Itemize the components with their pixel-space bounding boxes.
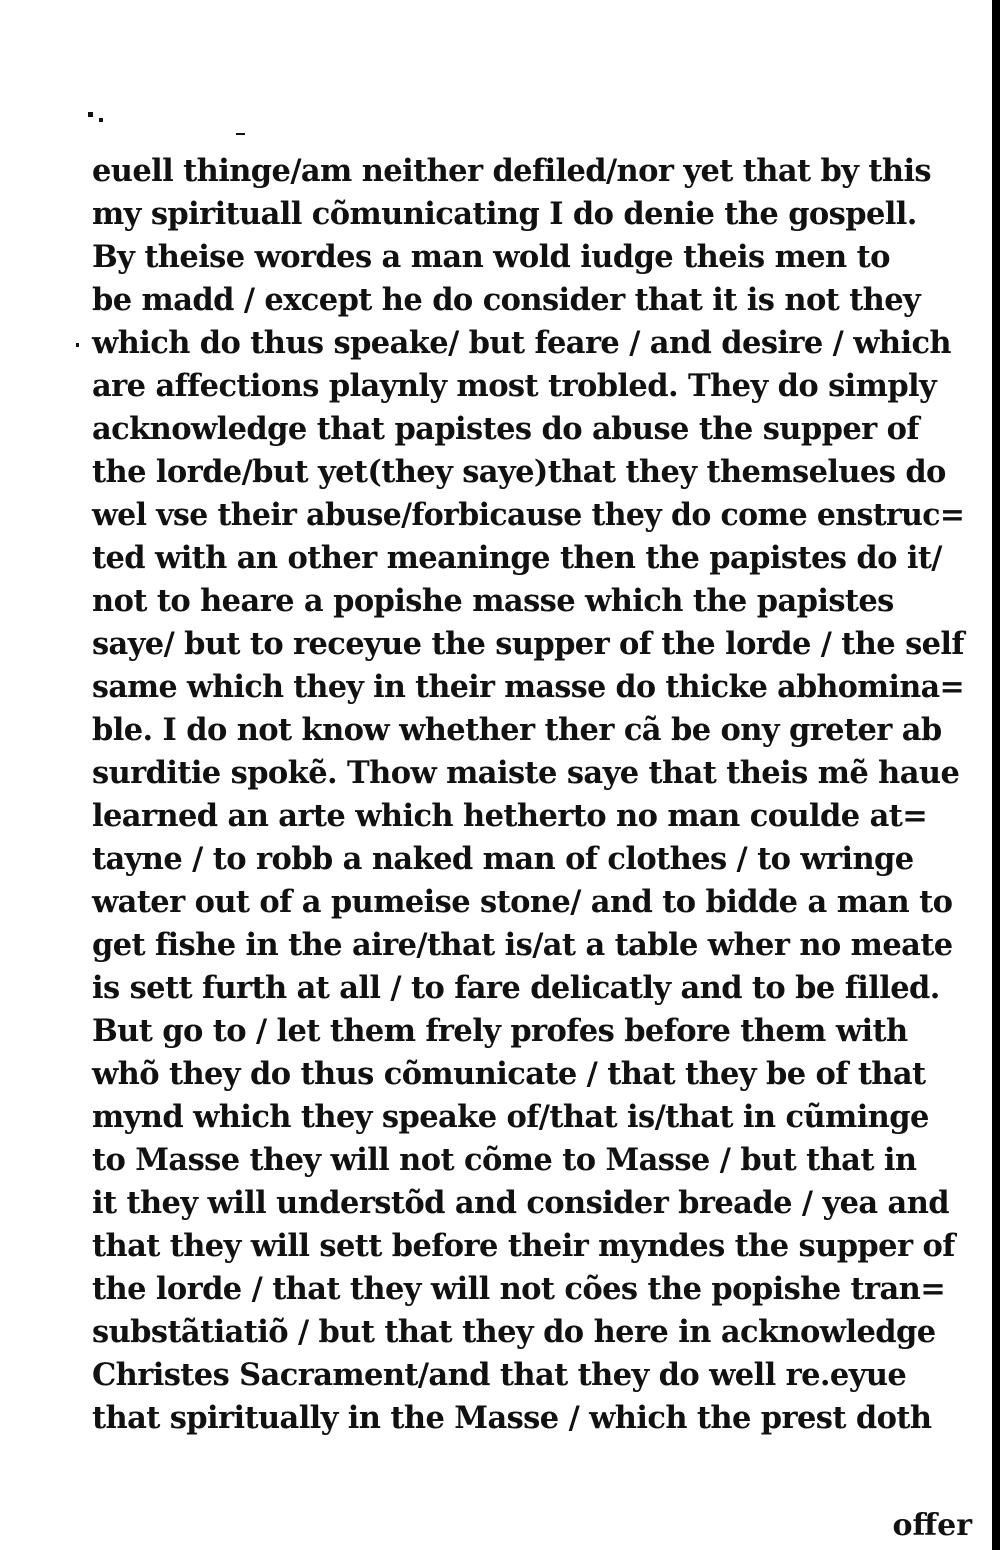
ink-speck — [236, 133, 245, 135]
text-line: that they will sett before their myndes the supper of — [92, 1228, 955, 1264]
catchword: offer — [892, 1508, 972, 1543]
text-line: tayne / to robb a naked man of clothes / to wringe — [92, 841, 914, 877]
text-line: that spiritually in the Masse / which the prest doth — [92, 1400, 932, 1436]
text-line: euell thinge/am neither defiled/nor yet that by this — [92, 153, 932, 189]
text-line: whõ they do thus cõmunicate / that they be of that — [92, 1056, 926, 1092]
text-line: are affections playnly most trobled. They do simply — [92, 368, 937, 404]
text-line: same which they in their masse do thicke abhomina= — [92, 669, 965, 705]
text-line: the lorde / that they will not cões the popishe tran= — [92, 1271, 946, 1307]
text-line: it they will understõd and consider breade / yea and — [92, 1185, 950, 1221]
text-line: substãtiatiõ / but that they do here in acknowledge — [92, 1314, 936, 1350]
text-line: saye/ but to receyue the supper of the lorde / the self — [92, 626, 964, 662]
text-line: water out of a pumeise stone/ and to bidde a man to — [92, 884, 953, 920]
text-line: is sett furth at all / to fare delicatly and to be filled. — [92, 970, 940, 1006]
page-edge-shadow — [992, 0, 1000, 1550]
body-text — [92, 150, 972, 1440]
text-line: By theise wordes a man wold iudge theis men to — [92, 239, 890, 275]
text-line: the lorde/but yet(they saye)that they themselues do — [92, 454, 946, 490]
text-line: my spirituall cõmunicating I do denie the gospell. — [92, 196, 917, 232]
text-line: ble. I do not know whether ther cã be ony greter ab — [92, 712, 942, 748]
text-line: ted with an other meaninge then the papistes do it/ — [92, 540, 942, 576]
text-line: to Masse they will not cõme to Masse / but that in — [92, 1142, 917, 1178]
ink-speck — [99, 118, 103, 122]
text-line: But go to / let them frely profes before them with — [92, 1013, 908, 1049]
text-line: which do thus speake/ but feare / and desire / which — [92, 325, 951, 361]
text-line: get fishe in the aire/that is/at a table wher no meate — [92, 927, 953, 963]
text-line: learned an arte which hetherto no man coulde at= — [92, 798, 928, 834]
text-line: not to heare a popishe masse which the papistes — [92, 583, 894, 619]
ink-speck — [88, 112, 93, 117]
text-line: surditie spokẽ. Thow maiste saye that theis mẽ haue — [92, 755, 960, 791]
text-line: mynd which they speake of/that is/that in cũminge — [92, 1099, 929, 1135]
text-line: be madd / except he do consider that it is not they — [92, 282, 921, 318]
text-line: acknowledge that papistes do abuse the supper of — [92, 411, 919, 447]
text-line: wel vse their abuse/forbicause they do come enstruc= — [92, 497, 965, 533]
ink-speck — [76, 343, 79, 347]
text-line: Christes Sacrament/and that they do well re.eyue — [92, 1357, 907, 1393]
